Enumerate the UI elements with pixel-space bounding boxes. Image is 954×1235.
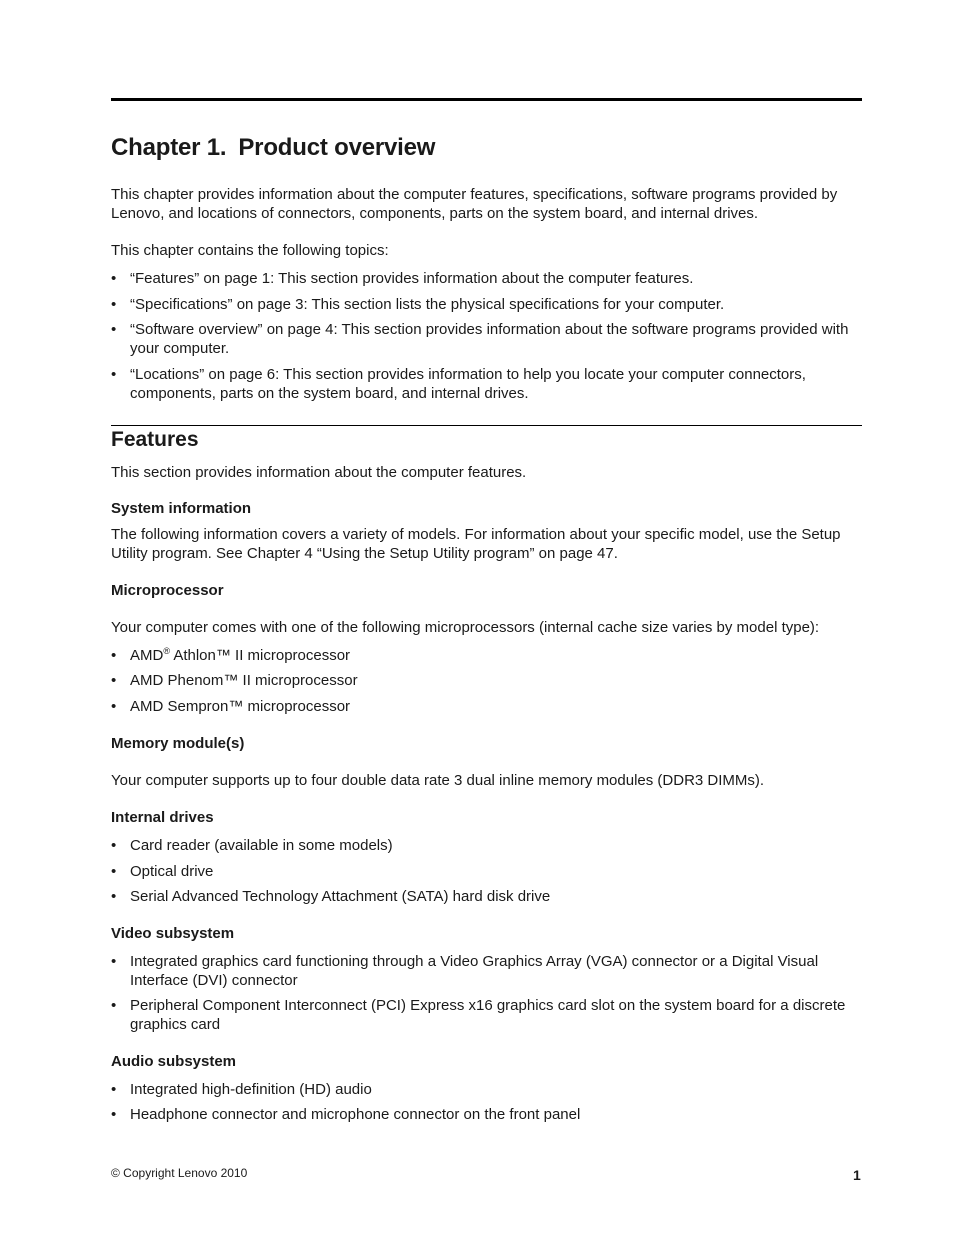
chapter-number: Chapter 1. <box>111 134 227 161</box>
bullet: • <box>111 270 117 287</box>
bullet: • <box>111 997 117 1014</box>
audio-list <box>111 1080 862 1124</box>
registered-mark: ® <box>163 646 170 656</box>
list-item <box>111 365 862 403</box>
topics-list <box>111 269 862 403</box>
drive-item-card-reader: Card reader (available in some models) <box>130 837 393 854</box>
heading-system-information: System information <box>111 500 252 517</box>
list-item <box>111 996 862 1034</box>
bullet: • <box>111 837 117 854</box>
chapter-top-rule <box>111 98 862 101</box>
bullet: • <box>111 321 117 338</box>
heading-memory: Memory module(s) <box>111 735 245 752</box>
audio-item-hd: Integrated high-definition (HD) audio <box>130 1081 372 1098</box>
microprocessor-text: Your computer comes with one of the following microprocessors (internal cache size varies by model type): <box>111 619 820 636</box>
list-item <box>111 887 862 906</box>
bullet: • <box>111 296 117 313</box>
internal-drives-list <box>111 836 862 906</box>
heading-microprocessor: Microprocessor <box>111 582 224 599</box>
list-item <box>111 671 862 690</box>
list-item <box>111 1080 862 1099</box>
topic-link-locations[interactable]: “Locations” on page 6: This section provides information to help you locate your computer connectors, components, parts on the system board, and internal drives. <box>130 366 806 402</box>
video-item-pci-express: Peripheral Component Interconnect (PCI) Express x16 graphics card slot on the system board for a discrete graphics card <box>130 997 846 1033</box>
section-rule <box>111 425 862 426</box>
list-item <box>111 1105 862 1124</box>
bullet: • <box>111 672 117 689</box>
microprocessor-list <box>111 646 862 716</box>
section-title-features: Features <box>111 428 199 451</box>
list-item <box>111 952 862 990</box>
bullet: • <box>111 698 117 715</box>
list-item <box>111 320 862 358</box>
microprocessor-item-athlon <box>130 647 350 664</box>
topics-intro: This chapter contains the following topics: <box>111 242 389 259</box>
heading-internal-drives: Internal drives <box>111 809 214 826</box>
chapter-title <box>111 134 435 162</box>
item-text: AMD <box>130 647 164 664</box>
system-information-text: The following information covers a variety of models. For information about your specific model, use the Setup Utility program. See Chapter 4 “Using the Setup Utility program” on page 47. <box>111 526 841 562</box>
chapter-intro: This chapter provides information about the computer features, specifications, software programs provided by Lenovo, and locations of connectors, components, parts on the system board, and internal drives. <box>111 186 838 222</box>
list-item <box>111 646 862 665</box>
memory-text: Your computer supports up to four double data rate 3 dual inline memory modules (DDR3 DIMMs). <box>111 772 765 789</box>
video-list <box>111 952 862 1034</box>
bullet: • <box>111 953 117 970</box>
footer-copyright: © Copyright Lenovo 2010 <box>111 1166 248 1180</box>
bullet: • <box>111 1106 117 1123</box>
topic-link-software-overview[interactable]: “Software overview” on page 4: This section provides information about the software programs provided with your computer. <box>130 321 849 357</box>
bullet: • <box>111 863 117 880</box>
list-item <box>111 269 862 288</box>
item-text: Athlon™ II microprocessor <box>169 647 351 664</box>
video-item-integrated: Integrated graphics card functioning through a Video Graphics Array (VGA) connector or a Digital Visual Interface (DVI) connector <box>130 953 819 989</box>
chapter-name: Product overview <box>238 134 436 161</box>
topic-link-features[interactable]: “Features” on page 1: This section provides information about the computer features. <box>130 270 694 287</box>
bullet: • <box>111 1081 117 1098</box>
topic-link-specifications[interactable]: “Specifications” on page 3: This section lists the physical specifications for your computer. <box>130 296 725 313</box>
list-item <box>111 295 862 314</box>
microprocessor-item-sempron: AMD Sempron™ microprocessor <box>130 698 351 715</box>
drive-item-optical: Optical drive <box>130 863 214 880</box>
heading-audio: Audio subsystem <box>111 1053 237 1070</box>
microprocessor-item-phenom: AMD Phenom™ II microprocessor <box>130 672 358 689</box>
heading-video: Video subsystem <box>111 925 235 942</box>
footer-page-number: 1 <box>853 1167 861 1183</box>
features-intro: This section provides information about the computer features. <box>111 464 527 481</box>
list-item <box>111 836 862 855</box>
audio-item-connectors: Headphone connector and microphone connector on the front panel <box>130 1106 581 1123</box>
list-item <box>111 862 862 881</box>
bullet: • <box>111 647 117 664</box>
list-item <box>111 697 862 716</box>
bullet: • <box>111 366 117 383</box>
drive-item-sata: Serial Advanced Technology Attachment (SATA) hard disk drive <box>130 888 551 905</box>
bullet: • <box>111 888 117 905</box>
